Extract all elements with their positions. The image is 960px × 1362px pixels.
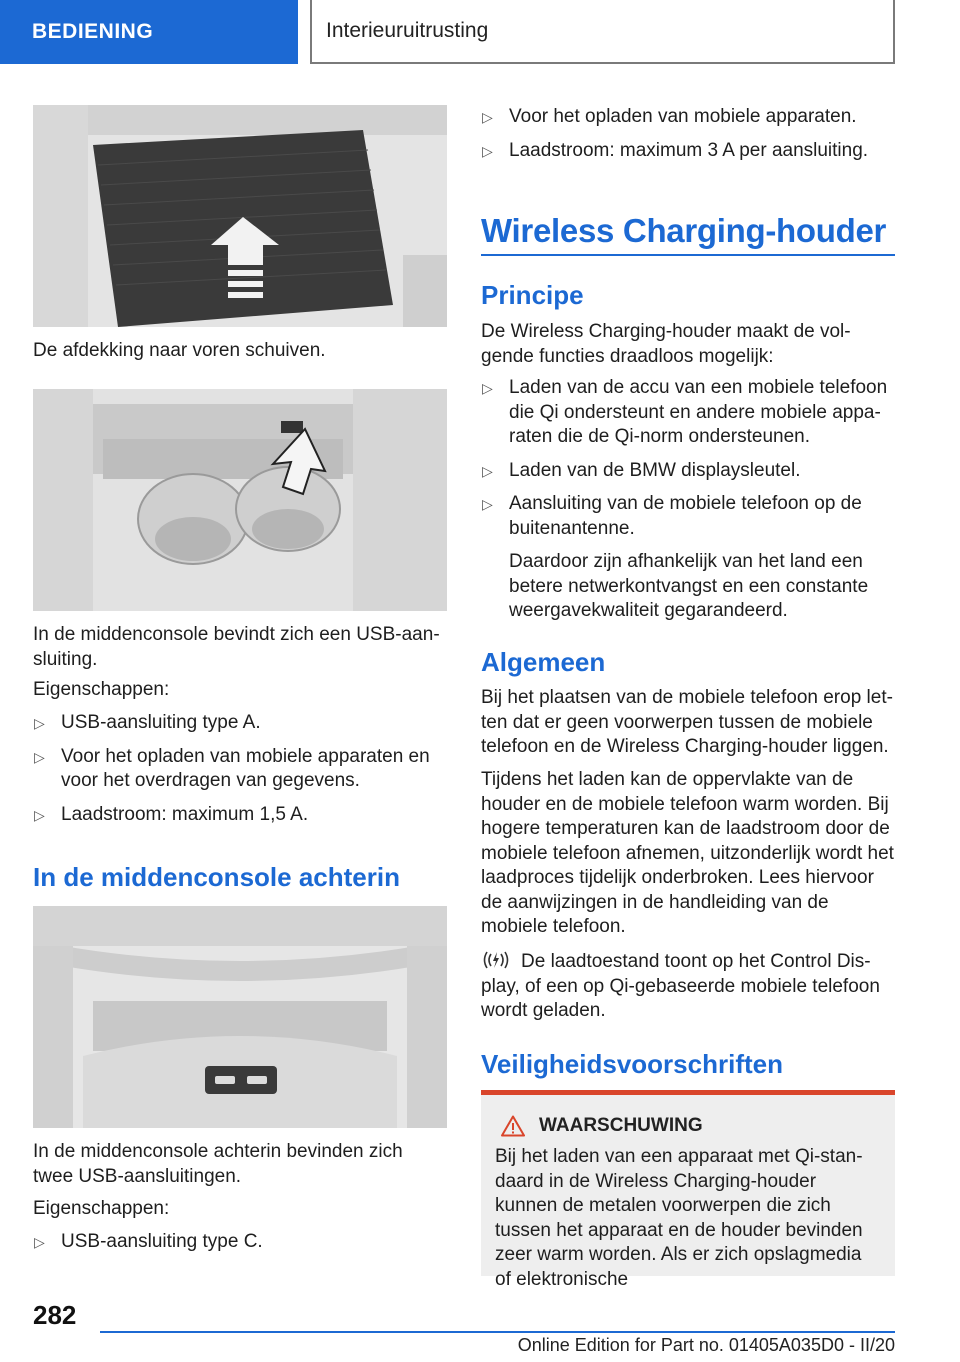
props-label: Eigenschappen: <box>33 679 170 700</box>
warning-triangle-icon <box>501 1115 525 1137</box>
algemeen-paragraph-3: De laadtoestand toont op het Control Display, of een op Qi-gebaseerde mobiele telefoon wordt geladen. <box>481 951 880 1021</box>
list-item: ▷ Aansluiting van de mobiele telefoon op de buitenantenne. Daardoor zijn afhankelijk van het land een betere netwerkontvangst en een constante weergavekwaliteit gegarandeerd. <box>481 492 895 624</box>
triangle-right-icon: ▷ <box>34 715 45 731</box>
triangle-right-icon: ▷ <box>34 1234 45 1250</box>
triangle-right-icon: ▷ <box>482 142 493 159</box>
warning-title: WAARSCHUWING <box>501 1115 881 1137</box>
chapter-header <box>310 0 895 64</box>
photo-console-cover <box>33 105 447 327</box>
heading-algemeen: Algemeen <box>481 647 606 677</box>
usb-rear-properties-cont <box>481 105 895 172</box>
list-item: ▷ Voor het opladen van mobiele apparaten. <box>481 105 895 130</box>
list-item: ▷ USB-aansluiting type C. <box>33 1230 447 1255</box>
caption-usb-rear: In de middenconsole achterin bevinden zich twee USB-aansluitingen. <box>33 1141 403 1187</box>
list-item: ▷ Voor het opladen van mobiele apparaten en voor het overdragen van gegevens. <box>34 745 430 791</box>
caption-usb-front: In de middenconsole bevindt zich een USB-aansluiting. <box>33 624 440 670</box>
heading-principe: Principe <box>481 280 584 310</box>
algemeen-paragraph-2: Tijdens het laden kan de oppervlakte van de houder en de mobiele telefoon warm worden. Bij hogere temperaturen kan de laadstroom door de mobiele telefoon afnemen, uitzonderlijk wordt het laadproces tijdelijk onderbroken. Lees hiervoor de aanwijzingen in de handleiding van de mobiele telefoon. <box>481 769 894 937</box>
list-item: ▷ Laden van de accu van een mobiele telefoon die Qi ondersteunt en andere mobiele apparaten die de Qi-norm ondersteunen. <box>482 377 888 447</box>
footer-edition: Online Edition for Part no. 01405A035D0 - II/20 <box>517 1335 895 1355</box>
usb-front-properties <box>33 711 447 836</box>
triangle-right-icon: ▷ <box>482 462 493 479</box>
principe-text: De Wireless Charging-houder maakt de volgende functies draadloos mogelijk: <box>481 321 851 367</box>
list-item-note: Daardoor zijn afhankelijk van het land een betere netwerkontvangst en een constante weergavekwaliteit gegarandeerd. <box>509 551 869 621</box>
section-title: BEDIENING <box>32 20 154 43</box>
warning-text: Bij het laden van een apparaat met Qi-standaard in de Wireless Charging-houder kunnen de metalen voorwerpen die zich tussen het apparaat en de houder bevinden zeer warm worden. Als er zich opslagmedia of elektronische <box>495 1146 863 1290</box>
algemeen-paragraph-1: Bij het plaatsen van de mobiele telefoon erop letten dat er geen voorwerpen tussen de mobiele telefoon en de Wireless Charging-houder liggen. <box>481 687 893 757</box>
heading-rear-console: In de middenconsole achterin <box>33 862 400 892</box>
page-number: 282 <box>33 1300 77 1330</box>
list-item: ▷ USB-aansluiting type A. <box>33 711 447 736</box>
chapter-title: Interieuruitrusting <box>326 19 489 42</box>
principe-list <box>481 376 895 633</box>
warning-box <box>481 1090 895 1290</box>
page-title: Wireless Charging-houder <box>481 212 887 249</box>
heading-veiligheid: Veiligheidsvoorschriften <box>481 1049 783 1079</box>
triangle-right-icon: ▷ <box>482 380 493 396</box>
list-item: ▷ Laadstroom: maximum 3 A per aansluiting. <box>481 139 895 164</box>
section-tab <box>0 0 298 64</box>
list-item: ▷ Laden van de BMW displaysleutel. <box>481 459 895 484</box>
photo-usb-rear <box>33 906 447 1128</box>
triangle-right-icon: ▷ <box>482 109 493 125</box>
caption-cover: De afdekking naar voren schuiven. <box>33 340 326 361</box>
triangle-right-icon: ▷ <box>482 496 493 512</box>
photo-usb-front <box>33 389 447 611</box>
list-item: ▷ Laadstroom: maximum 1,5 A. <box>33 803 447 828</box>
usb-rear-properties <box>33 1230 447 1264</box>
title-rule <box>481 254 895 256</box>
triangle-right-icon: ▷ <box>34 748 45 765</box>
props-label-2: Eigenschappen: <box>33 1198 170 1219</box>
wireless-charging-icon <box>481 950 511 970</box>
triangle-right-icon: ▷ <box>34 806 45 823</box>
footer-rule <box>100 1331 895 1333</box>
